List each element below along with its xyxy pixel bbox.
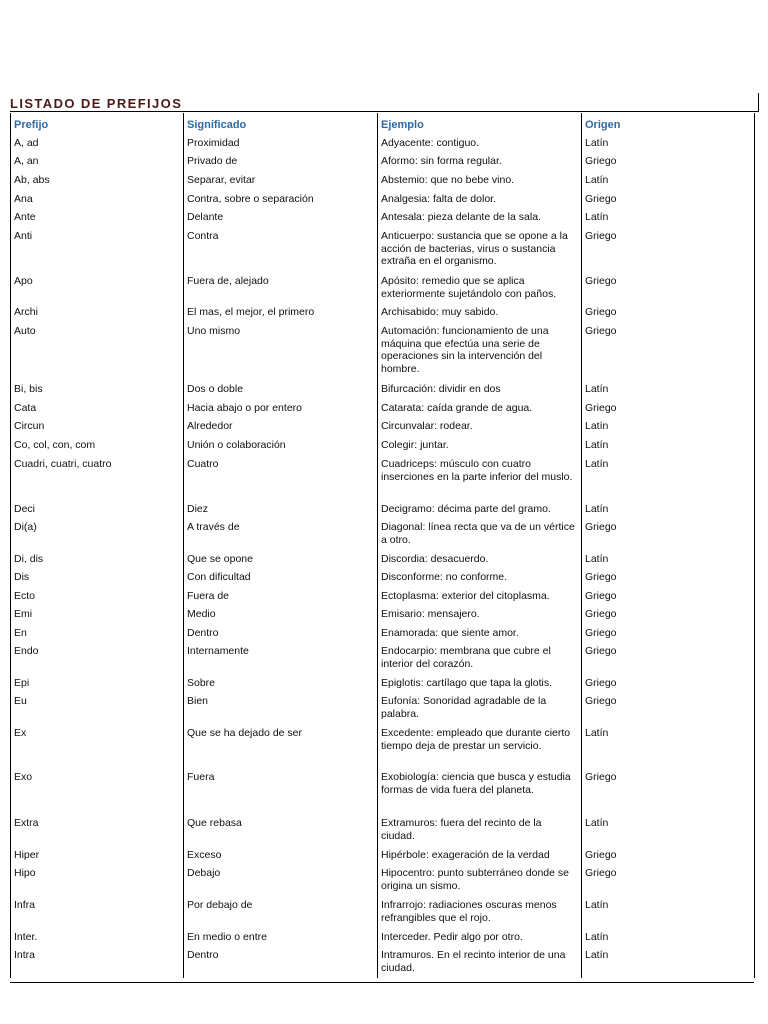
cell-prefijo: En	[10, 624, 183, 642]
cell-origen: Griego	[581, 674, 754, 692]
cell-origen: Latín	[581, 171, 754, 190]
cell-ejemplo: Cuadriceps: músculo con cuatro inserciones en la parte inferior del muslo.	[377, 455, 581, 500]
cell-prefijo: Exo	[10, 768, 183, 814]
cell-ejemplo: Intramuros. En el recinto interior de una ciudad.	[377, 946, 581, 978]
cell-prefijo: A, ad	[10, 134, 183, 152]
cell-ejemplo: Antesala: pieza delante de la sala.	[377, 208, 581, 227]
cell-origen: Griego	[581, 272, 754, 303]
table-row	[10, 436, 754, 455]
cell-significado: Internamente	[183, 642, 377, 674]
cell-prefijo: Bi, bis	[10, 380, 183, 399]
table-body	[10, 134, 754, 978]
page-title: LISTADO DE PREFIJOS	[10, 96, 183, 111]
table-row	[10, 190, 754, 208]
cell-ejemplo: Infrarrojo: radiaciones oscuras menos refrangibles que el rojo.	[377, 896, 581, 928]
table-row	[10, 152, 754, 171]
table-row	[10, 227, 754, 272]
cell-significado: Exceso	[183, 846, 377, 864]
cell-origen: Griego	[581, 642, 754, 674]
cell-significado: Diez	[183, 500, 377, 518]
cell-ejemplo: Anticuerpo: sustancia que se opone a la acción de bacterias, virus o sustancia extraña en el organismo.	[377, 227, 581, 272]
cell-significado: Cuatro	[183, 455, 377, 500]
prefix-table	[10, 113, 755, 978]
cell-prefijo: Hipo	[10, 864, 183, 896]
table-row	[10, 171, 754, 190]
table-row	[10, 896, 754, 928]
cell-origen: Griego	[581, 768, 754, 814]
cell-prefijo: Hiper	[10, 846, 183, 864]
table-row	[10, 272, 754, 303]
cell-origen: Griego	[581, 568, 754, 587]
table-row	[10, 417, 754, 436]
cell-significado: Uno mismo	[183, 322, 377, 380]
table-row	[10, 768, 754, 814]
cell-prefijo: Ante	[10, 208, 183, 227]
cell-significado: Proximidad	[183, 134, 377, 152]
cell-ejemplo: Excedente: empleado que durante cierto tiempo deja de prestar un servicio.	[377, 724, 581, 768]
header-significado: Significado	[183, 113, 377, 134]
cell-ejemplo: Colegir: juntar.	[377, 436, 581, 455]
cell-prefijo: Di, dis	[10, 550, 183, 568]
cell-prefijo: Emi	[10, 605, 183, 624]
cell-ejemplo: Abstemio: que no bebe vino.	[377, 171, 581, 190]
cell-prefijo: Di(a)	[10, 518, 183, 550]
cell-significado: Separar, evitar	[183, 171, 377, 190]
cell-significado: A través de	[183, 518, 377, 550]
cell-prefijo: Endo	[10, 642, 183, 674]
title-divider	[10, 111, 759, 112]
cell-prefijo: Apo	[10, 272, 183, 303]
cell-significado: Alrededor	[183, 417, 377, 436]
cell-origen: Griego	[581, 518, 754, 550]
cell-prefijo: Co, col, con, com	[10, 436, 183, 455]
table-row	[10, 568, 754, 587]
cell-prefijo: Auto	[10, 322, 183, 380]
cell-significado: Dentro	[183, 946, 377, 978]
cell-ejemplo: Diagonal: línea recta que va de un vértice a otro.	[377, 518, 581, 550]
cell-ejemplo: Adyacente: contiguo.	[377, 134, 581, 152]
cell-prefijo: Ex	[10, 724, 183, 768]
cell-prefijo: Deci	[10, 500, 183, 518]
table-row	[10, 550, 754, 568]
cell-significado: En medio o entre	[183, 928, 377, 946]
table-row	[10, 864, 754, 896]
cell-origen: Latín	[581, 500, 754, 518]
cell-ejemplo: Aformo: sin forma regular.	[377, 152, 581, 171]
cell-ejemplo: Catarata: caída grande de agua.	[377, 399, 581, 417]
cell-significado: Que se opone	[183, 550, 377, 568]
cell-ejemplo: Extramuros: fuera del recinto de la ciudad.	[377, 814, 581, 846]
cell-origen: Latín	[581, 134, 754, 152]
cell-significado: Debajo	[183, 864, 377, 896]
cell-prefijo: Dis	[10, 568, 183, 587]
cell-significado: Dos o doble	[183, 380, 377, 399]
table-row	[10, 455, 754, 500]
cell-ejemplo: Ectoplasma: exterior del citoplasma.	[377, 587, 581, 605]
table-row	[10, 624, 754, 642]
table-row	[10, 605, 754, 624]
cell-origen: Latín	[581, 724, 754, 768]
cell-origen: Latín	[581, 814, 754, 846]
cell-origen: Griego	[581, 624, 754, 642]
cell-origen: Latín	[581, 208, 754, 227]
cell-significado: Contra, sobre o separación	[183, 190, 377, 208]
cell-ejemplo: Archisabido: muy sabido.	[377, 303, 581, 322]
cell-ejemplo: Analgesia: falta de dolor.	[377, 190, 581, 208]
cell-significado: Sobre	[183, 674, 377, 692]
cell-origen: Latín	[581, 896, 754, 928]
cell-significado: Hacia abajo o por entero	[183, 399, 377, 417]
cell-significado: Que rebasa	[183, 814, 377, 846]
cell-origen: Griego	[581, 846, 754, 864]
cell-ejemplo: Apósito: remedio que se aplica exteriormente sujetándolo con paños.	[377, 272, 581, 303]
cell-ejemplo: Decigramo: décima parte del gramo.	[377, 500, 581, 518]
cell-prefijo: Infra	[10, 896, 183, 928]
cell-ejemplo: Hipérbole: exageración de la verdad	[377, 846, 581, 864]
cell-significado: Delante	[183, 208, 377, 227]
table-row	[10, 500, 754, 518]
cell-prefijo: Epi	[10, 674, 183, 692]
cell-prefijo: Eu	[10, 692, 183, 724]
cell-significado: Contra	[183, 227, 377, 272]
cell-prefijo: Ana	[10, 190, 183, 208]
cell-prefijo: Ecto	[10, 587, 183, 605]
table-row	[10, 692, 754, 724]
cell-ejemplo: Epiglotis: cartílago que tapa la glotis.	[377, 674, 581, 692]
table-header-row	[10, 113, 754, 134]
cell-origen: Griego	[581, 587, 754, 605]
cell-ejemplo: Discordia: desacuerdo.	[377, 550, 581, 568]
table-row	[10, 208, 754, 227]
cell-ejemplo: Eufonía: Sonoridad agradable de la palabra.	[377, 692, 581, 724]
bottom-divider	[10, 982, 754, 983]
table-row	[10, 303, 754, 322]
cell-ejemplo: Circunvalar: rodear.	[377, 417, 581, 436]
table-row	[10, 587, 754, 605]
cell-origen: Latín	[581, 946, 754, 978]
table-row	[10, 674, 754, 692]
cell-origen: Latín	[581, 550, 754, 568]
cell-origen: Griego	[581, 399, 754, 417]
table-row	[10, 518, 754, 550]
cell-origen: Latín	[581, 417, 754, 436]
table-row	[10, 846, 754, 864]
cell-ejemplo: Endocarpio: membrana que cubre el interior del corazón.	[377, 642, 581, 674]
table-row	[10, 322, 754, 380]
table-row	[10, 724, 754, 768]
table-row	[10, 134, 754, 152]
table-row	[10, 642, 754, 674]
cell-prefijo: Archi	[10, 303, 183, 322]
table-row	[10, 814, 754, 846]
table-row	[10, 928, 754, 946]
cell-ejemplo: Interceder. Pedir algo por otro.	[377, 928, 581, 946]
cell-origen: Griego	[581, 864, 754, 896]
cell-significado: El mas, el mejor, el primero	[183, 303, 377, 322]
cell-origen: Griego	[581, 190, 754, 208]
cell-origen: Griego	[581, 605, 754, 624]
cell-origen: Griego	[581, 227, 754, 272]
cell-ejemplo: Exobiología: ciencia que busca y estudia formas de vida fuera del planeta.	[377, 768, 581, 814]
cell-origen: Griego	[581, 303, 754, 322]
table-row	[10, 399, 754, 417]
header-prefijo: Prefijo	[10, 113, 183, 134]
cell-prefijo: Extra	[10, 814, 183, 846]
table-row	[10, 380, 754, 399]
cell-ejemplo: Automación: funcionamiento de una máquina que efectúa una serie de operaciones sin la intervención del hombre.	[377, 322, 581, 380]
cell-significado: Privado de	[183, 152, 377, 171]
cell-significado: Que se ha dejado de ser	[183, 724, 377, 768]
cell-origen: Griego	[581, 322, 754, 380]
cell-prefijo: Intra	[10, 946, 183, 978]
title-border-tick	[758, 93, 759, 111]
cell-significado: Fuera de	[183, 587, 377, 605]
cell-ejemplo: Hipocentro: punto subterráneo donde se origina un sismo.	[377, 864, 581, 896]
cell-origen: Latín	[581, 436, 754, 455]
cell-prefijo: A, an	[10, 152, 183, 171]
cell-origen: Latín	[581, 455, 754, 500]
cell-significado: Por debajo de	[183, 896, 377, 928]
cell-origen: Griego	[581, 152, 754, 171]
cell-prefijo: Cuadri, cuatri, cuatro	[10, 455, 183, 500]
cell-significado: Bien	[183, 692, 377, 724]
cell-origen: Latín	[581, 380, 754, 399]
cell-significado: Dentro	[183, 624, 377, 642]
cell-significado: Fuera de, alejado	[183, 272, 377, 303]
cell-significado: Con dificultad	[183, 568, 377, 587]
cell-significado: Unión o colaboración	[183, 436, 377, 455]
cell-prefijo: Circun	[10, 417, 183, 436]
cell-prefijo: Ab, abs	[10, 171, 183, 190]
cell-prefijo: Inter.	[10, 928, 183, 946]
cell-ejemplo: Enamorada: que siente amor.	[377, 624, 581, 642]
cell-origen: Latín	[581, 928, 754, 946]
cell-significado: Medio	[183, 605, 377, 624]
cell-origen: Griego	[581, 692, 754, 724]
cell-prefijo: Anti	[10, 227, 183, 272]
cell-ejemplo: Emisario: mensajero.	[377, 605, 581, 624]
cell-ejemplo: Disconforme: no conforme.	[377, 568, 581, 587]
cell-ejemplo: Bifurcación: dividir en dos	[377, 380, 581, 399]
header-ejemplo: Ejemplo	[377, 113, 581, 134]
table-row	[10, 946, 754, 978]
cell-significado: Fuera	[183, 768, 377, 814]
cell-prefijo: Cata	[10, 399, 183, 417]
header-origen: Origen	[581, 113, 754, 134]
